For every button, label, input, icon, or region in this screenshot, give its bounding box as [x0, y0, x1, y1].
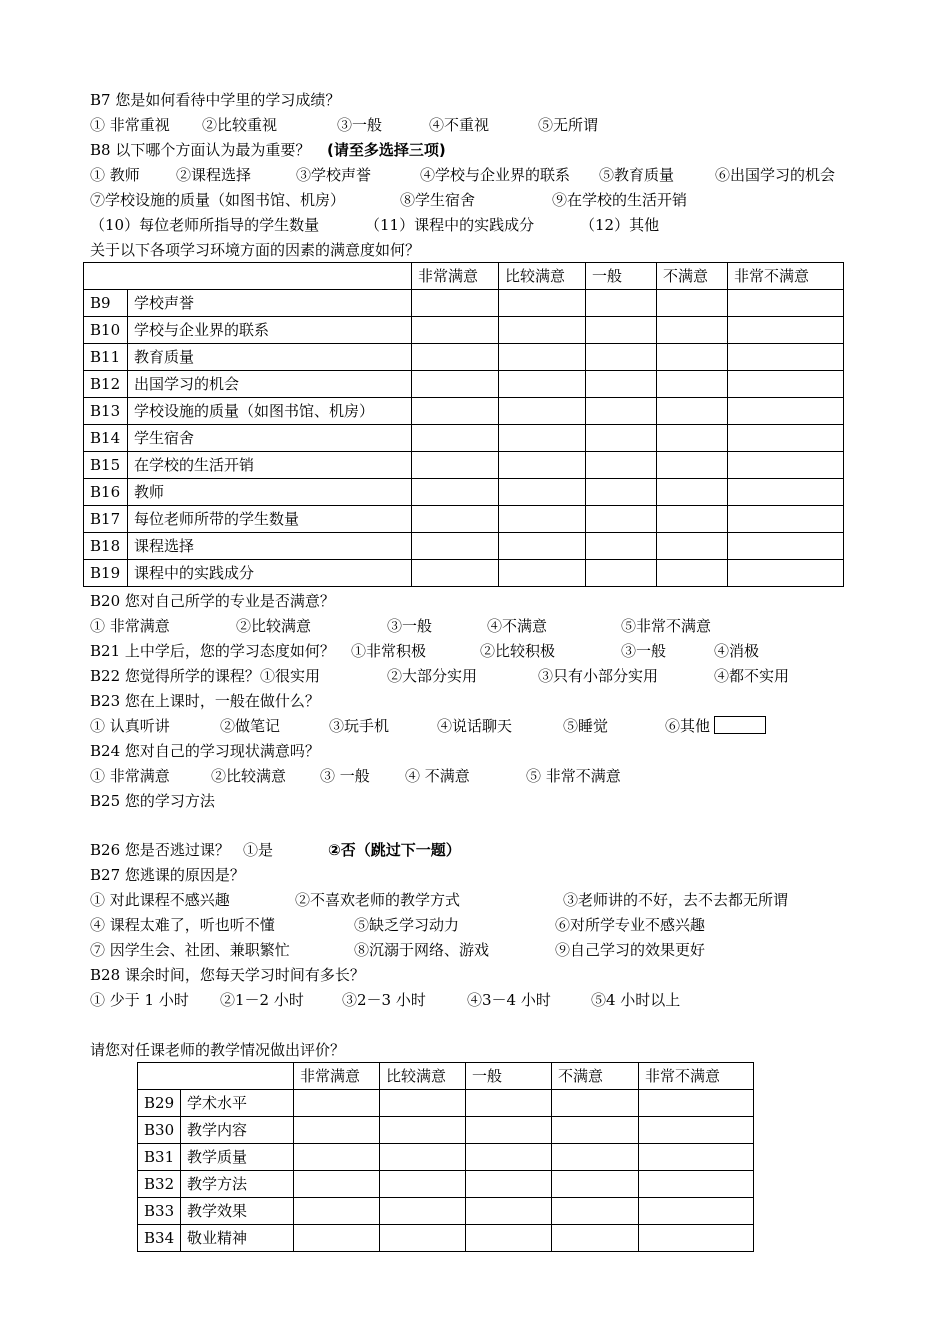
env-table-rating-cell[interactable]: [499, 560, 586, 587]
env-table-row-code: B18: [84, 533, 128, 560]
env-table-row-code: B11: [84, 344, 128, 371]
option[interactable]: ③ 一般: [320, 767, 370, 785]
teacher-table-column-header: 非常不满意: [639, 1063, 754, 1090]
option[interactable]: ⑦ 因学生会、社团、兼职繁忙: [90, 941, 290, 959]
teacher-table-row: [138, 1225, 754, 1252]
option[interactable]: ① 对此课程不感兴趣: [90, 891, 230, 909]
teacher-table-rating-cell[interactable]: [294, 1171, 380, 1198]
env-table-rating-cell[interactable]: [657, 344, 728, 371]
env-table-row-item: 学校设施的质量（如图书馆、机房）: [128, 398, 412, 425]
option[interactable]: ① 非常满意: [90, 617, 170, 635]
env-table-rating-cell[interactable]: [586, 317, 657, 344]
env-table-rating-cell[interactable]: [657, 317, 728, 344]
teacher-table-rating-cell[interactable]: [552, 1144, 639, 1171]
option[interactable]: ⑨自己学习的效果更好: [555, 941, 706, 959]
question-b8-instruction: (请至多选择三项): [327, 141, 446, 159]
teacher-table-rating-cell[interactable]: [466, 1171, 552, 1198]
option[interactable]: ②1－2 小时: [220, 991, 304, 1009]
option[interactable]: ④消极: [714, 642, 760, 660]
teacher-table-corner-cell: [138, 1063, 294, 1090]
teacher-table-row: [138, 1117, 754, 1144]
teacher-table-row: [138, 1198, 754, 1225]
teacher-table-rating-cell[interactable]: [552, 1198, 639, 1225]
question-b26-text: B26 您是否逃过课？: [90, 841, 230, 859]
env-table-row: [84, 479, 844, 506]
option[interactable]: ④学校与企业界的联系: [420, 166, 571, 184]
env-table-rating-cell[interactable]: [728, 371, 844, 398]
teacher-table-rating-cell[interactable]: [294, 1198, 380, 1225]
env-table-row: [84, 371, 844, 398]
env-table-rating-cell[interactable]: [586, 290, 657, 317]
option[interactable]: ③一般: [337, 116, 383, 134]
other-answer-box[interactable]: [714, 716, 766, 734]
teacher-table-rating-cell[interactable]: [380, 1171, 466, 1198]
teacher-table-rating-cell[interactable]: [639, 1198, 754, 1225]
env-table-rating-cell[interactable]: [412, 425, 499, 452]
option[interactable]: ②课程选择: [176, 166, 252, 184]
teacher-table-rating-cell[interactable]: [380, 1225, 466, 1252]
env-table-column-header: 不满意: [657, 263, 728, 290]
env-table-rating-cell[interactable]: [412, 398, 499, 425]
option[interactable]: ⑤非常不满意: [621, 617, 712, 635]
env-table-rating-cell[interactable]: [657, 560, 728, 587]
option[interactable]: ①非常积极: [351, 642, 427, 660]
env-table-rating-cell[interactable]: [728, 506, 844, 533]
option[interactable]: ⑧学生宿舍: [400, 191, 476, 209]
teacher-table-rating-cell[interactable]: [552, 1090, 639, 1117]
teacher-table-rating-cell[interactable]: [294, 1090, 380, 1117]
env-table-row-code: B12: [84, 371, 128, 398]
env-table-row: [84, 452, 844, 479]
env-table-rating-cell[interactable]: [728, 290, 844, 317]
option[interactable]: （12）其他: [580, 216, 660, 234]
env-table-row-code: B16: [84, 479, 128, 506]
env-table-row-item: 教育质量: [128, 344, 412, 371]
question-b8-text: B8 以下哪个方面认为最为重要？: [90, 141, 311, 159]
env-table-rating-cell[interactable]: [657, 533, 728, 560]
env-table-rating-cell[interactable]: [586, 452, 657, 479]
option[interactable]: ⑨在学校的生活开销: [552, 191, 688, 209]
teacher-table-rating-cell[interactable]: [294, 1225, 380, 1252]
option[interactable]: ① 非常满意: [90, 767, 170, 785]
env-table-row: [84, 398, 844, 425]
env-table-row: [84, 506, 844, 533]
question-b21-text: B21 上中学后，您的学习态度如何？: [90, 642, 335, 660]
option[interactable]: ④不重视: [429, 116, 490, 134]
env-table-rating-cell[interactable]: [499, 290, 586, 317]
option[interactable]: ⑦学校设施的质量（如图书馆、机房）: [90, 191, 346, 209]
teacher-table-row: [138, 1090, 754, 1117]
teacher-table-row: [138, 1171, 754, 1198]
teacher-table-rating-cell[interactable]: [294, 1144, 380, 1171]
option[interactable]: ④3－4 小时: [467, 991, 551, 1009]
env-table-rating-cell[interactable]: [412, 452, 499, 479]
teacher-table-column-header: 一般: [466, 1063, 552, 1090]
env-table-rating-cell[interactable]: [728, 317, 844, 344]
env-table-column-header: 非常满意: [412, 263, 499, 290]
env-table-rating-cell[interactable]: [728, 533, 844, 560]
teacher-table-intro-text: 请您对任课老师的教学情况做出评价？: [90, 1041, 346, 1059]
option[interactable]: ⑤教育质量: [599, 166, 675, 184]
teacher-table-row-item: 教学方法: [181, 1171, 294, 1198]
option[interactable]: ③老师讲的不好，去不去都无所谓: [563, 891, 789, 909]
teacher-table-row-item: 敬业精神: [181, 1225, 294, 1252]
teacher-table-header-row: [138, 1063, 754, 1090]
option[interactable]: ③一般: [621, 642, 667, 660]
teacher-table-row-item: 教学质量: [181, 1144, 294, 1171]
env-table-rating-cell[interactable]: [586, 425, 657, 452]
env-table-rating-cell[interactable]: [412, 533, 499, 560]
env-table-rating-cell[interactable]: [586, 560, 657, 587]
env-table-rating-cell[interactable]: [657, 506, 728, 533]
option[interactable]: ① 少于 1 小时: [90, 991, 189, 1009]
option[interactable]: ①很实用: [260, 667, 321, 685]
env-table-row: [84, 344, 844, 371]
env-table-row-code: B14: [84, 425, 128, 452]
env-table-rating-cell[interactable]: [499, 371, 586, 398]
env-table-rating-cell[interactable]: [412, 344, 499, 371]
env-table-rating-cell[interactable]: [499, 398, 586, 425]
env-table-rating-cell[interactable]: [499, 344, 586, 371]
question-b23-text: B23 您在上课时，一般在做什么？: [90, 692, 320, 710]
teacher-table-rating-cell[interactable]: [639, 1225, 754, 1252]
option[interactable]: ① 认真听讲: [90, 717, 170, 735]
env-table-rating-cell[interactable]: [499, 425, 586, 452]
env-table-row-item: 学校与企业界的联系: [128, 317, 412, 344]
env-table-rating-cell[interactable]: [412, 371, 499, 398]
option[interactable]: （10）每位老师所指导的学生数量: [90, 216, 320, 234]
teacher-table-rating-cell[interactable]: [639, 1090, 754, 1117]
env-table-row: [84, 317, 844, 344]
teacher-table-row: [138, 1144, 754, 1171]
env-table-row-code: B13: [84, 398, 128, 425]
option[interactable]: ⑤4 小时以上: [591, 991, 681, 1009]
env-table-rating-cell[interactable]: [499, 452, 586, 479]
option[interactable]: ③只有小部分实用: [538, 667, 659, 685]
env-table-column-header: 一般: [586, 263, 657, 290]
env-table-row-item: 在学校的生活开销: [128, 452, 412, 479]
teacher-table-row-item: 教学效果: [181, 1198, 294, 1225]
option[interactable]: ②大部分实用: [387, 667, 478, 685]
env-table-rating-cell[interactable]: [728, 425, 844, 452]
env-table-intro-text: 关于以下各项学习环境方面的因素的满意度如何？: [90, 241, 421, 259]
option[interactable]: ③2－3 小时: [342, 991, 426, 1009]
option[interactable]: ③学校声誉: [296, 166, 372, 184]
env-satisfaction-table: [83, 262, 844, 587]
teacher-table-rating-cell[interactable]: [380, 1144, 466, 1171]
option[interactable]: ⑤缺乏学习动力: [354, 916, 460, 934]
env-table-row-code: B10: [84, 317, 128, 344]
question-b22-text: B22 您觉得所学的课程？: [90, 667, 260, 685]
teacher-table-rating-cell[interactable]: [466, 1225, 552, 1252]
env-table-rating-cell[interactable]: [499, 317, 586, 344]
env-table-column-header: 非常不满意: [728, 263, 844, 290]
env-table-rating-cell[interactable]: [728, 344, 844, 371]
teacher-table-rating-cell[interactable]: [466, 1117, 552, 1144]
env-table-row-item: 课程中的实践成分: [128, 560, 412, 587]
env-table-row-item: 每位老师所带的学生数量: [128, 506, 412, 533]
option[interactable]: ④说话聊天: [437, 717, 513, 735]
teacher-table-column-header: 非常满意: [294, 1063, 380, 1090]
teacher-table-rating-cell[interactable]: [380, 1090, 466, 1117]
env-table-rating-cell[interactable]: [412, 317, 499, 344]
env-table-rating-cell[interactable]: [499, 533, 586, 560]
teacher-table-rating-cell[interactable]: [466, 1198, 552, 1225]
env-table-header-row: [84, 263, 844, 290]
option[interactable]: ③玩手机: [329, 717, 390, 735]
option[interactable]: ⑧沉溺于网络、游戏: [354, 941, 490, 959]
question-b25-text: B25 您的学习方法: [90, 792, 215, 810]
option[interactable]: ④ 不满意: [405, 767, 470, 785]
env-table-rating-cell[interactable]: [657, 290, 728, 317]
env-table-rating-cell[interactable]: [412, 290, 499, 317]
option[interactable]: ④都不实用: [714, 667, 790, 685]
option[interactable]: ⑤ 非常不满意: [526, 767, 621, 785]
option[interactable]: ②做笔记: [220, 717, 281, 735]
option[interactable]: ⑤睡觉: [563, 717, 609, 735]
option[interactable]: ⑥其他: [665, 717, 711, 735]
teacher-table-rating-cell[interactable]: [552, 1225, 639, 1252]
env-table-row: [84, 290, 844, 317]
question-b27-text: B27 您逃课的原因是？: [90, 866, 245, 884]
env-table-column-header: 比较满意: [499, 263, 586, 290]
teacher-table-rating-cell[interactable]: [294, 1117, 380, 1144]
env-table-row-item: 教师: [128, 479, 412, 506]
env-table-rating-cell[interactable]: [586, 479, 657, 506]
env-table-rating-cell[interactable]: [657, 452, 728, 479]
option[interactable]: ②比较重视: [202, 116, 278, 134]
teacher-table-rating-cell[interactable]: [552, 1117, 639, 1144]
teacher-table-rating-cell[interactable]: [639, 1171, 754, 1198]
option[interactable]: ②不喜欢老师的教学方式: [295, 891, 461, 909]
teacher-table-rating-cell[interactable]: [552, 1171, 639, 1198]
teacher-evaluation-table: [137, 1062, 754, 1252]
env-table-row-code: B19: [84, 560, 128, 587]
option-no[interactable]: ②否（跳过下一题）: [328, 841, 461, 859]
env-table-rating-cell[interactable]: [728, 479, 844, 506]
env-table-rating-cell[interactable]: [728, 452, 844, 479]
option[interactable]: ④不满意: [487, 617, 548, 635]
option-yes[interactable]: ①是: [243, 841, 274, 859]
env-table-rating-cell[interactable]: [586, 344, 657, 371]
teacher-table-row-code: B30: [138, 1117, 181, 1144]
option[interactable]: ① 教师: [90, 166, 140, 184]
teacher-table-row-code: B29: [138, 1090, 181, 1117]
env-table-rating-cell[interactable]: [657, 398, 728, 425]
option[interactable]: ⑤无所谓: [538, 116, 599, 134]
env-table-rating-cell[interactable]: [657, 371, 728, 398]
env-table-row-item: 课程选择: [128, 533, 412, 560]
teacher-table-rating-cell[interactable]: [466, 1144, 552, 1171]
question-b24-text: B24 您对自己的学习现状满意吗？: [90, 742, 320, 760]
env-table-rating-cell[interactable]: [586, 398, 657, 425]
env-table-rating-cell[interactable]: [412, 560, 499, 587]
option[interactable]: ④ 课程太难了，听也听不懂: [90, 916, 275, 934]
env-table-row-item: 学校声誉: [128, 290, 412, 317]
option[interactable]: （11）课程中的实践成分: [365, 216, 535, 234]
option[interactable]: ⑥出国学习的机会: [715, 166, 836, 184]
question-b7-text: B7 您是如何看待中学里的学习成绩？: [90, 91, 341, 109]
option[interactable]: ① 非常重视: [90, 116, 170, 134]
teacher-table-row-item: 教学内容: [181, 1117, 294, 1144]
teacher-table-column-header: 比较满意: [380, 1063, 466, 1090]
teacher-table-row-code: B33: [138, 1198, 181, 1225]
option[interactable]: ③一般: [387, 617, 433, 635]
option[interactable]: ②比较满意: [236, 617, 312, 635]
env-table-rating-cell[interactable]: [728, 398, 844, 425]
env-table-rating-cell[interactable]: [657, 425, 728, 452]
env-table-row: [84, 425, 844, 452]
teacher-table-rating-cell[interactable]: [466, 1090, 552, 1117]
env-table-rating-cell[interactable]: [412, 506, 499, 533]
env-table-rating-cell[interactable]: [499, 506, 586, 533]
option[interactable]: ②比较积极: [480, 642, 556, 660]
question-b20-text: B20 您对自己所学的专业是否满意？: [90, 592, 335, 610]
teacher-table-row-code: B31: [138, 1144, 181, 1171]
teacher-table-rating-cell[interactable]: [380, 1198, 466, 1225]
env-table-row-item: 学生宿舍: [128, 425, 412, 452]
teacher-table-rating-cell[interactable]: [380, 1117, 466, 1144]
question-b28-text: B28 课余时间，您每天学习时间有多长？: [90, 966, 365, 984]
teacher-table-column-header: 不满意: [552, 1063, 639, 1090]
option[interactable]: ⑥对所学专业不感兴趣: [555, 916, 706, 934]
env-table-rating-cell[interactable]: [657, 479, 728, 506]
teacher-table-row-code: B34: [138, 1225, 181, 1252]
env-table-rating-cell[interactable]: [412, 479, 499, 506]
env-table-row-code: B17: [84, 506, 128, 533]
env-table-row: [84, 533, 844, 560]
teacher-table-row-code: B32: [138, 1171, 181, 1198]
teacher-table-rating-cell[interactable]: [639, 1117, 754, 1144]
env-table-rating-cell[interactable]: [586, 506, 657, 533]
env-table-rating-cell[interactable]: [586, 371, 657, 398]
env-table-row-code: B9: [84, 290, 128, 317]
teacher-table-rating-cell[interactable]: [639, 1144, 754, 1171]
env-table-corner-cell: [84, 263, 412, 290]
option[interactable]: ②比较满意: [211, 767, 287, 785]
env-table-rating-cell[interactable]: [586, 533, 657, 560]
env-table-row-code: B15: [84, 452, 128, 479]
env-table-rating-cell[interactable]: [499, 479, 586, 506]
env-table-row: [84, 560, 844, 587]
env-table-rating-cell[interactable]: [728, 560, 844, 587]
teacher-table-row-item: 学术水平: [181, 1090, 294, 1117]
env-table-row-item: 出国学习的机会: [128, 371, 412, 398]
